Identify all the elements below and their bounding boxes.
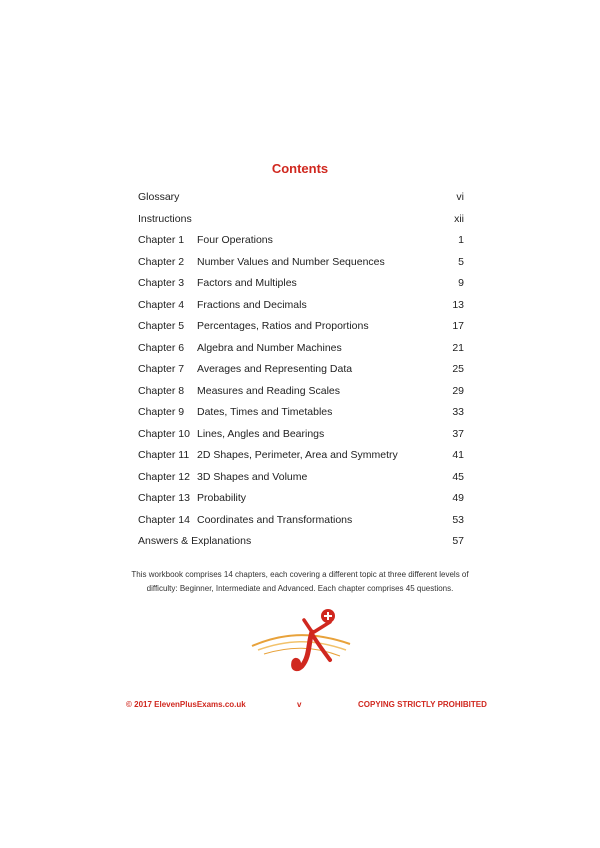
toc-row	[138, 381, 464, 403]
toc-title: Dates, Times and Timetables	[197, 406, 333, 418]
toc-title: Factors and Multiples	[197, 277, 297, 289]
toc-chapter: Chapter 14	[138, 513, 190, 526]
footer-copyright: © 2017 ElevenPlusExams.co.uk	[126, 700, 246, 709]
toc-title: Four Operations	[197, 234, 273, 246]
toc-row	[138, 209, 464, 231]
toc-page-number: 25	[452, 363, 464, 375]
workbook-note	[90, 568, 510, 596]
toc-title: Coordinates and Transformations	[197, 513, 353, 526]
toc-page-number: xii	[454, 212, 464, 225]
toc-chapter: Chapter 4	[138, 298, 185, 311]
toc-page-number: 45	[452, 470, 464, 483]
toc-page-number: 21	[452, 341, 464, 354]
toc-page-number: 57	[452, 535, 464, 547]
toc-chapter: Chapter 3	[138, 277, 185, 289]
toc-chapter: Chapter 10	[138, 427, 190, 440]
toc-title: Measures and Reading Scales	[197, 384, 341, 397]
toc-row	[138, 359, 464, 381]
toc-chapter: Chapter 9	[138, 406, 185, 418]
toc-title: 2D Shapes, Perimeter, Area and Symmetry	[197, 449, 398, 461]
toc-title: Averages and Representing Data	[197, 363, 353, 375]
toc-page-number: 5	[458, 255, 464, 268]
toc-row	[138, 187, 464, 209]
toc-chapter: Chapter 1	[138, 234, 185, 246]
toc-page-number: 29	[452, 384, 464, 397]
toc-title: Lines, Angles and Bearings	[197, 427, 325, 440]
page-title: Contents	[271, 161, 329, 176]
toc-row	[138, 295, 464, 317]
toc-row	[138, 402, 464, 424]
toc-page-number: 53	[452, 513, 464, 526]
toc-row	[138, 531, 464, 553]
toc-row	[138, 488, 464, 510]
toc-page-number: 1	[458, 234, 464, 246]
toc-title: 3D Shapes and Volume	[197, 470, 308, 483]
toc-chapter: Chapter 7	[138, 363, 185, 375]
toc-page-number: 17	[452, 320, 464, 332]
toc-row	[138, 230, 464, 252]
toc-page-number: 13	[452, 298, 464, 311]
toc-row	[138, 316, 464, 338]
toc-chapter: Chapter 5	[138, 320, 185, 332]
toc-page-number: vi	[456, 191, 464, 203]
toc-chapter: Answers & Explanations	[138, 535, 252, 547]
table-of-contents	[138, 187, 464, 553]
toc-chapter: Chapter 2	[138, 255, 185, 268]
toc-row	[138, 424, 464, 446]
toc-row	[138, 338, 464, 360]
toc-title: Fractions and Decimals	[197, 298, 307, 311]
toc-page-number: 9	[458, 277, 464, 289]
toc-title: Number Values and Number Sequences	[197, 255, 385, 268]
note-line: This workbook comprises 14 chapters, each covering a different topic at three different levels of	[131, 570, 469, 579]
toc-row	[138, 510, 464, 532]
toc-page-number: 37	[452, 427, 464, 440]
toc-row	[138, 273, 464, 295]
toc-row	[138, 467, 464, 489]
toc-chapter: Chapter 12	[138, 470, 190, 483]
toc-title: Probability	[197, 492, 247, 504]
toc-page-number: 41	[452, 449, 464, 461]
note-line: difficulty: Beginner, Intermediate and Advanced. Each chapter comprises 45 questions.	[146, 584, 454, 593]
toc-chapter: Glossary	[138, 191, 180, 203]
footer-page-number: v	[297, 700, 302, 709]
runner-logo-icon	[250, 604, 360, 680]
toc-chapter: Chapter 11	[138, 449, 190, 461]
toc-title: Algebra and Number Machines	[197, 341, 342, 354]
toc-chapter: Chapter 8	[138, 384, 185, 397]
toc-row	[138, 252, 464, 274]
toc-row	[138, 445, 464, 467]
toc-title: Percentages, Ratios and Proportions	[197, 320, 369, 332]
footer-notice: COPYING STRICTLY PROHIBITED	[358, 700, 487, 709]
toc-chapter: Chapter 6	[138, 341, 185, 354]
toc-page-number: 49	[452, 492, 464, 504]
toc-page-number: 33	[452, 406, 464, 418]
toc-chapter: Instructions	[138, 212, 192, 225]
toc-chapter: Chapter 13	[138, 492, 190, 504]
